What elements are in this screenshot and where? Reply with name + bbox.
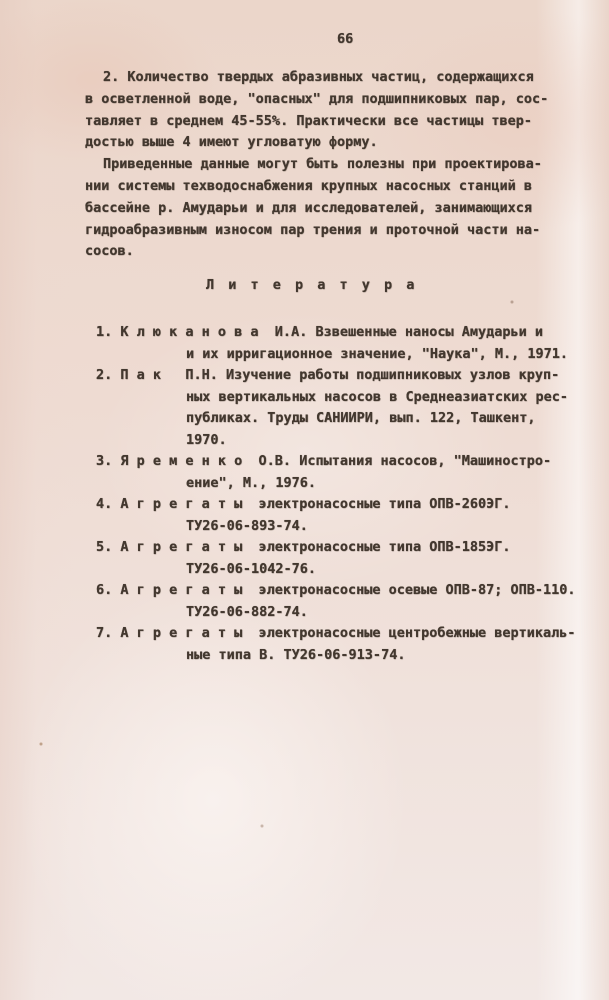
reference-line: 4. А г р е г а т ы электронасосные типа ОПВ-260ЭГ. [96, 496, 511, 512]
reference-line: 3. Я р е м е н к о О.В. Испытания насосов, "Машиностро- [96, 453, 552, 469]
text-line: гидроабразивным износом пар трения и проточной части на- [85, 221, 541, 238]
reference-line: ТУ26-06-1042-76. [186, 560, 317, 577]
text-line: нии системы техводоснабжения крупных насосных станций в [85, 177, 533, 194]
reference-line: ных вертикальных насосов в Среднеазиатских рес- [186, 388, 569, 405]
text-line: 2. Количество твердых абразивных частиц, содержащихся [103, 69, 534, 85]
text-line: достью выше 4 имеют угловатую форму. [85, 134, 378, 151]
text-line: тавляет в среднем 45-55%. Практически все частицы твер- [85, 112, 533, 129]
reference-line: ение", М., 1976. [186, 474, 317, 491]
reference-line: и их ирригационное значение, "Наука", М., 1971. [186, 345, 569, 362]
literature-heading: Л и т е р а т у р а [206, 277, 418, 293]
reference-line: 1. К л ю к а н о в а И.А. Взвешенные наносы Амударьи и [96, 324, 544, 340]
page-number: 66 [337, 31, 354, 47]
reference-line: 7. А г р е г а т ы электронасосные центробежные вертикаль- [96, 625, 576, 641]
text-line: в осветленной воде, "опасных" для подшипниковых пар, сос- [85, 90, 549, 107]
reference-line: ТУ26-06-882-74. [186, 603, 308, 620]
reference-line: 1970. [186, 431, 227, 448]
body-text [0, 67, 609, 263]
text-line: бассейне р. Амударьи и для исследователей, занимающихся [85, 199, 533, 216]
reference-line: 2. П а к П.Н. Изучение работы подшипниковых узлов круп- [96, 367, 560, 383]
references-list [0, 322, 609, 666]
text-line: Приведенные данные могут быть полезны при проектирова- [103, 156, 542, 173]
reference-line: публиках. Труды САНИИРИ, вып. 122, Ташкент, [186, 410, 536, 426]
reference-line: 6. А г р е г а т ы электронасосные осевые ОПВ-87; ОПВ-110. [96, 582, 576, 598]
reference-line: 5. А г р е г а т ы электронасосные типа ОПВ-185ЭГ. [96, 539, 511, 555]
reference-line: ные типа В. ТУ26-06-913-74. [186, 646, 406, 663]
reference-line: ТУ26-06-893-74. [186, 517, 308, 534]
text-line: сосов. [85, 243, 134, 260]
